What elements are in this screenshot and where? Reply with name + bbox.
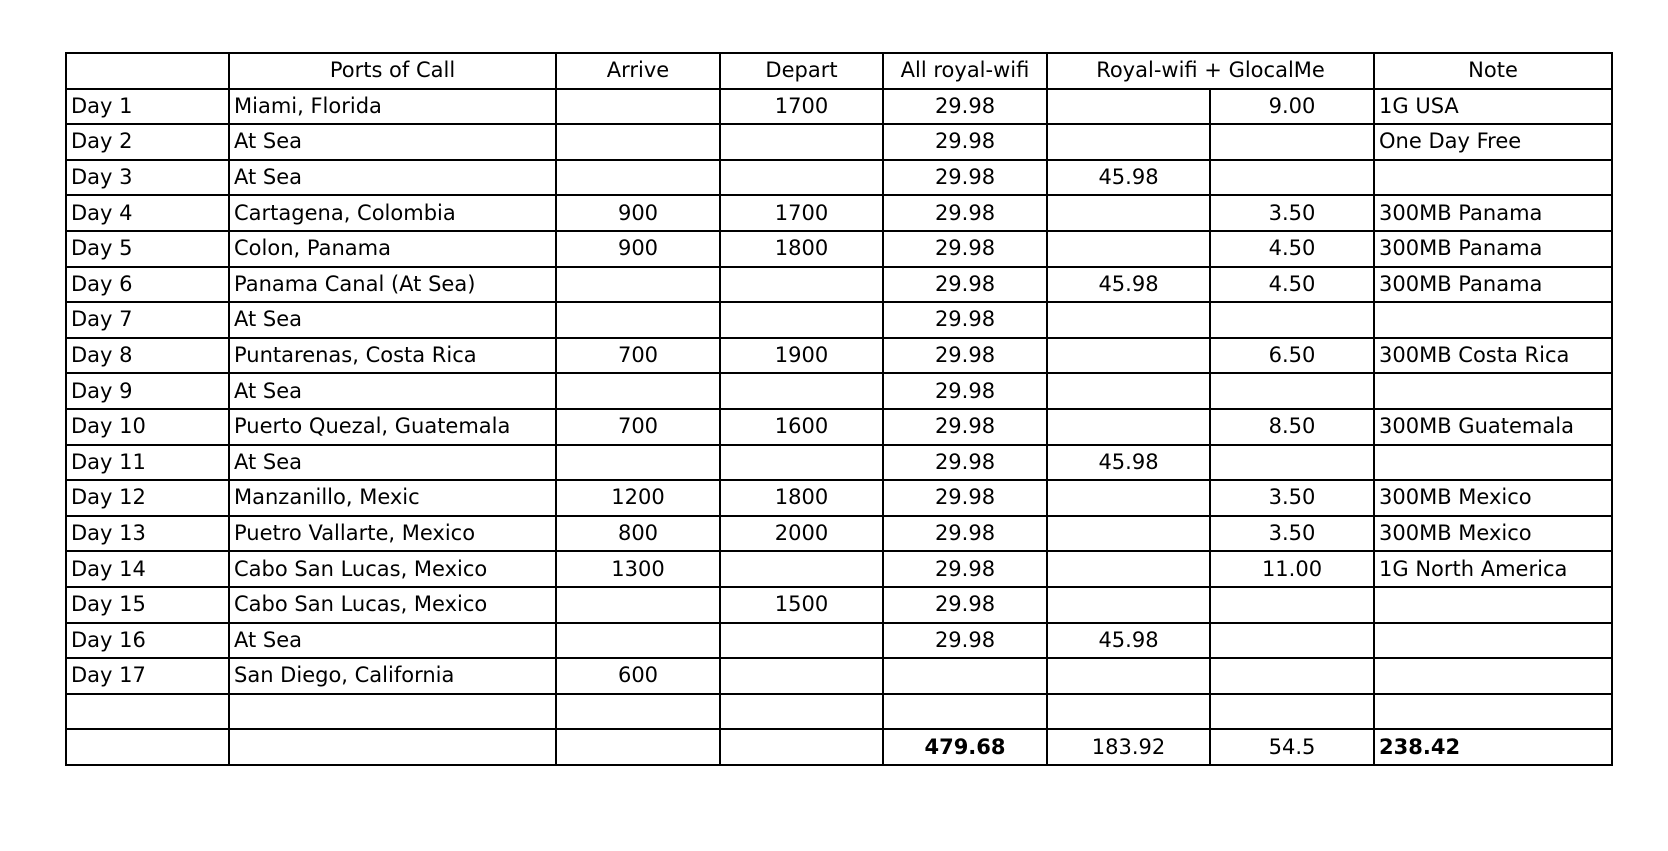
table-row (66, 587, 1612, 623)
total-day[interactable] (66, 729, 229, 765)
table-row (66, 551, 1612, 587)
cell-note[interactable] (1374, 587, 1612, 623)
cell-depart[interactable] (720, 302, 883, 338)
cell-all-royal-wifi[interactable] (883, 658, 1047, 694)
cell-depart[interactable] (720, 267, 883, 303)
cell-glocalme[interactable] (1210, 658, 1374, 694)
cell-depart[interactable] (720, 373, 883, 409)
cell-arrive[interactable]: 1200 (556, 480, 720, 516)
cell-port[interactable]: At Sea (229, 445, 556, 481)
cell-day[interactable]: Day 4 (66, 195, 229, 231)
total-royal-wifi[interactable]: 183.92 (1047, 729, 1210, 765)
table-row (66, 373, 1612, 409)
cell-glocalme[interactable] (1210, 445, 1374, 481)
total-combined[interactable]: 238.42 (1374, 729, 1612, 765)
cell-glocalme[interactable]: 3.50 (1210, 516, 1374, 552)
table-row (66, 89, 1612, 125)
total-port[interactable] (229, 729, 556, 765)
cell-depart[interactable]: 1800 (720, 231, 883, 267)
table-row (66, 409, 1612, 445)
cell-arrive[interactable] (556, 124, 720, 160)
cell-day[interactable]: Day 1 (66, 89, 229, 125)
table-row (66, 694, 1612, 730)
cell-port[interactable] (229, 694, 556, 730)
cell-day[interactable]: Day 11 (66, 445, 229, 481)
header-day[interactable] (66, 53, 229, 89)
cell-arrive[interactable]: 600 (556, 658, 720, 694)
cell-all-royal-wifi[interactable]: 29.98 (883, 195, 1047, 231)
cell-glocalme[interactable]: 8.50 (1210, 409, 1374, 445)
header-arrive[interactable]: Arrive (556, 53, 720, 89)
table-row (66, 338, 1612, 374)
cell-day[interactable] (66, 694, 229, 730)
table-row (66, 195, 1612, 231)
cell-arrive[interactable]: 900 (556, 231, 720, 267)
total-depart[interactable] (720, 729, 883, 765)
cell-royal-wifi[interactable] (1047, 124, 1210, 160)
cell-note[interactable]: 300MB Guatemala (1374, 409, 1612, 445)
table-row (66, 516, 1612, 552)
cell-note[interactable]: 300MB Costa Rica (1374, 338, 1612, 374)
cell-arrive[interactable]: 700 (556, 338, 720, 374)
cell-port[interactable]: Cabo San Lucas, Mexico (229, 587, 556, 623)
cell-royal-wifi[interactable] (1047, 373, 1210, 409)
cell-royal-wifi[interactable]: 45.98 (1047, 267, 1210, 303)
cell-port[interactable]: At Sea (229, 623, 556, 659)
totals-row (66, 729, 1612, 765)
cell-all-royal-wifi[interactable]: 29.98 (883, 516, 1047, 552)
cell-glocalme[interactable] (1210, 160, 1374, 196)
cell-arrive[interactable] (556, 587, 720, 623)
cell-royal-wifi[interactable] (1047, 231, 1210, 267)
cell-glocalme[interactable]: 3.50 (1210, 195, 1374, 231)
cell-glocalme[interactable]: 9.00 (1210, 89, 1374, 125)
cell-glocalme[interactable]: 3.50 (1210, 480, 1374, 516)
cell-royal-wifi[interactable] (1047, 516, 1210, 552)
cell-note[interactable]: 1G USA (1374, 89, 1612, 125)
cell-glocalme[interactable]: 6.50 (1210, 338, 1374, 374)
cell-depart[interactable] (720, 623, 883, 659)
cell-all-royal-wifi[interactable]: 29.98 (883, 445, 1047, 481)
total-arrive[interactable] (556, 729, 720, 765)
cell-day[interactable]: Day 8 (66, 338, 229, 374)
cell-glocalme[interactable] (1210, 302, 1374, 338)
cell-port[interactable]: Colon, Panama (229, 231, 556, 267)
cell-arrive[interactable] (556, 445, 720, 481)
total-glocalme[interactable]: 54.5 (1210, 729, 1374, 765)
cell-day[interactable]: Day 17 (66, 658, 229, 694)
cell-royal-wifi[interactable] (1047, 694, 1210, 730)
cell-port[interactable]: At Sea (229, 302, 556, 338)
cell-port[interactable]: At Sea (229, 160, 556, 196)
header-all-royal-wifi[interactable]: All royal-wifi (883, 53, 1047, 89)
cell-royal-wifi[interactable] (1047, 195, 1210, 231)
cell-port[interactable]: At Sea (229, 373, 556, 409)
cell-note[interactable]: One Day Free (1374, 124, 1612, 160)
cell-glocalme[interactable]: 11.00 (1210, 551, 1374, 587)
cell-royal-wifi[interactable]: 45.98 (1047, 623, 1210, 659)
cell-arrive[interactable] (556, 160, 720, 196)
spreadsheet-table (65, 52, 1613, 766)
table-row (66, 124, 1612, 160)
cell-all-royal-wifi[interactable]: 29.98 (883, 160, 1047, 196)
header-depart[interactable]: Depart (720, 53, 883, 89)
cell-arrive[interactable]: 900 (556, 195, 720, 231)
cell-day[interactable]: Day 5 (66, 231, 229, 267)
cell-arrive[interactable]: 1300 (556, 551, 720, 587)
header-note[interactable]: Note (1374, 53, 1612, 89)
cell-arrive[interactable] (556, 267, 720, 303)
cell-glocalme[interactable] (1210, 694, 1374, 730)
header-ports-of-call[interactable]: Ports of Call (229, 53, 556, 89)
cell-all-royal-wifi[interactable]: 29.98 (883, 409, 1047, 445)
cell-glocalme[interactable]: 4.50 (1210, 267, 1374, 303)
cell-port[interactable]: Cabo San Lucas, Mexico (229, 551, 556, 587)
cell-day[interactable]: Day 14 (66, 551, 229, 587)
cell-royal-wifi[interactable] (1047, 658, 1210, 694)
cell-day[interactable]: Day 9 (66, 373, 229, 409)
cell-note[interactable]: 300MB Mexico (1374, 480, 1612, 516)
table-row (66, 267, 1612, 303)
cell-arrive[interactable] (556, 89, 720, 125)
cell-royal-wifi[interactable]: 45.98 (1047, 445, 1210, 481)
cell-note[interactable] (1374, 373, 1612, 409)
cell-note[interactable] (1374, 658, 1612, 694)
cell-port[interactable]: Puntarenas, Costa Rica (229, 338, 556, 374)
table-row (66, 623, 1612, 659)
cell-day[interactable]: Day 2 (66, 124, 229, 160)
cell-all-royal-wifi[interactable]: 29.98 (883, 302, 1047, 338)
cell-note[interactable]: 300MB Panama (1374, 267, 1612, 303)
cell-glocalme[interactable]: 4.50 (1210, 231, 1374, 267)
cell-royal-wifi[interactable]: 45.98 (1047, 160, 1210, 196)
cell-all-royal-wifi[interactable]: 29.98 (883, 231, 1047, 267)
cell-depart[interactable]: 1800 (720, 480, 883, 516)
cell-note[interactable] (1374, 445, 1612, 481)
cell-depart[interactable] (720, 551, 883, 587)
cell-depart[interactable]: 1500 (720, 587, 883, 623)
total-all-royal-wifi[interactable]: 479.68 (883, 729, 1047, 765)
cell-royal-wifi[interactable] (1047, 302, 1210, 338)
cell-royal-wifi[interactable] (1047, 338, 1210, 374)
cell-port[interactable]: Panama Canal (At Sea) (229, 267, 556, 303)
cell-port[interactable]: Puetro Vallarte, Mexico (229, 516, 556, 552)
cell-all-royal-wifi[interactable]: 29.98 (883, 551, 1047, 587)
cell-all-royal-wifi[interactable]: 29.98 (883, 480, 1047, 516)
cell-all-royal-wifi[interactable]: 29.98 (883, 89, 1047, 125)
cell-arrive[interactable]: 700 (556, 409, 720, 445)
cell-glocalme[interactable] (1210, 623, 1374, 659)
cell-day[interactable]: Day 7 (66, 302, 229, 338)
cell-day[interactable]: Day 6 (66, 267, 229, 303)
cell-all-royal-wifi[interactable]: 29.98 (883, 373, 1047, 409)
cell-depart[interactable] (720, 658, 883, 694)
table-row (66, 445, 1612, 481)
cell-royal-wifi[interactable] (1047, 409, 1210, 445)
cell-all-royal-wifi[interactable]: 29.98 (883, 623, 1047, 659)
table-row (66, 658, 1612, 694)
cell-note[interactable]: 300MB Mexico (1374, 516, 1612, 552)
cell-all-royal-wifi[interactable]: 29.98 (883, 338, 1047, 374)
cell-all-royal-wifi[interactable]: 29.98 (883, 587, 1047, 623)
cell-note[interactable] (1374, 694, 1612, 730)
cell-note[interactable]: 1G North America (1374, 551, 1612, 587)
header-row (66, 53, 1612, 89)
table-row (66, 302, 1612, 338)
cell-royal-wifi[interactable] (1047, 551, 1210, 587)
cell-note[interactable]: 300MB Panama (1374, 231, 1612, 267)
cell-day[interactable]: Day 16 (66, 623, 229, 659)
cell-note[interactable] (1374, 623, 1612, 659)
header-royal-wifi-glocalme[interactable]: Royal-wifi + GlocalMe (1047, 53, 1374, 89)
cell-royal-wifi[interactable] (1047, 89, 1210, 125)
cell-depart[interactable] (720, 124, 883, 160)
cell-depart[interactable] (720, 694, 883, 730)
cell-arrive[interactable] (556, 694, 720, 730)
cell-port[interactable]: Manzanillo, Mexic (229, 480, 556, 516)
cell-glocalme[interactable] (1210, 373, 1374, 409)
table-row (66, 231, 1612, 267)
cell-port[interactable]: San Diego, California (229, 658, 556, 694)
table-row (66, 480, 1612, 516)
cell-day[interactable]: Day 3 (66, 160, 229, 196)
cell-glocalme[interactable] (1210, 587, 1374, 623)
cell-royal-wifi[interactable] (1047, 480, 1210, 516)
cell-day[interactable]: Day 13 (66, 516, 229, 552)
cell-glocalme[interactable] (1210, 124, 1374, 160)
cell-all-royal-wifi[interactable] (883, 694, 1047, 730)
cell-note[interactable]: 300MB Panama (1374, 195, 1612, 231)
cell-royal-wifi[interactable] (1047, 587, 1210, 623)
cell-port[interactable]: Cartagena, Colombia (229, 195, 556, 231)
cell-note[interactable] (1374, 302, 1612, 338)
cell-day[interactable]: Day 15 (66, 587, 229, 623)
cell-arrive[interactable]: 800 (556, 516, 720, 552)
cell-depart[interactable] (720, 445, 883, 481)
cell-depart[interactable]: 1900 (720, 338, 883, 374)
cell-depart[interactable]: 1600 (720, 409, 883, 445)
cell-all-royal-wifi[interactable]: 29.98 (883, 267, 1047, 303)
cell-day[interactable]: Day 12 (66, 480, 229, 516)
cell-day[interactable]: Day 10 (66, 409, 229, 445)
cell-depart[interactable]: 1700 (720, 195, 883, 231)
cell-depart[interactable]: 1700 (720, 89, 883, 125)
cell-port[interactable]: Miami, Florida (229, 89, 556, 125)
cell-arrive[interactable] (556, 373, 720, 409)
cell-all-royal-wifi[interactable]: 29.98 (883, 124, 1047, 160)
cell-arrive[interactable] (556, 623, 720, 659)
cell-depart[interactable] (720, 160, 883, 196)
cell-note[interactable] (1374, 160, 1612, 196)
table-row (66, 160, 1612, 196)
cell-arrive[interactable] (556, 302, 720, 338)
cell-port[interactable]: At Sea (229, 124, 556, 160)
cell-depart[interactable]: 2000 (720, 516, 883, 552)
cell-port[interactable]: Puerto Quezal, Guatemala (229, 409, 556, 445)
